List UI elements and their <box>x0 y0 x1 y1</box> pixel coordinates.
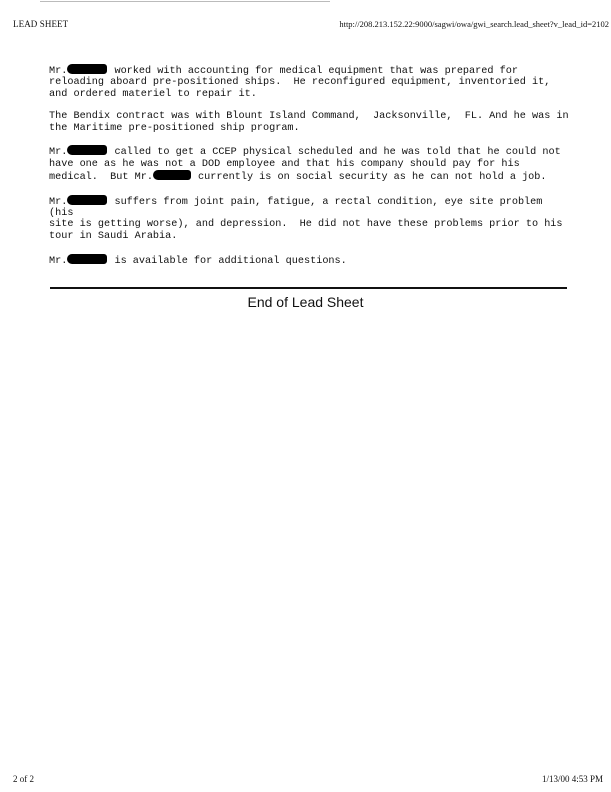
page-number: 2 of 2 <box>13 774 34 784</box>
text-segment: Mr. <box>49 147 68 159</box>
paragraph-symptoms <box>49 195 569 242</box>
lead-sheet-body <box>49 64 569 278</box>
document-title: LEAD SHEET <box>13 19 69 29</box>
source-url: http://208.213.152.22:9000/sagwi/owa/gwi_search.lead_sheet?v_lead_id=2102 <box>339 19 609 29</box>
paragraph-duties <box>49 64 569 100</box>
end-of-lead-sheet-heading: End of Lead Sheet <box>247 294 364 310</box>
paragraph-availability <box>49 254 569 267</box>
paragraph-physical <box>49 145 569 183</box>
text-segment: called to get a CCEP physical scheduled and he was told that he could not have one as he was not a DOD employee and that his company should pay for his medical. But Mr. <box>49 147 561 184</box>
redaction-mark <box>67 145 107 155</box>
text-segment: The Bendix contract was with Blount Island Command, Jacksonville, FL. And he was in the Maritime pre-positioned ship program. <box>49 111 569 134</box>
text-segment: currently is on social security as he can not hold a job. <box>191 172 547 184</box>
text-segment: worked with accounting for medical equipment that was prepared for reloading aboard pre-positioned ships. He reconfigured equipment, inventoried it, and ordered materiel to repair it. <box>49 66 551 100</box>
paragraph-contract <box>49 111 569 134</box>
text-segment: Mr. <box>49 196 68 208</box>
text-segment: Mr. <box>49 66 68 77</box>
end-divider <box>50 287 567 289</box>
text-segment: is available for additional questions. <box>108 255 347 267</box>
redaction-mark <box>67 64 107 74</box>
text-segment: suffers from joint pain, fatigue, a rectal condition, eye site problem (his site is getting worse), and depression. He did not have these problems prior to his tour in Saudi Arabia. <box>49 196 563 242</box>
header-rule <box>40 1 330 2</box>
text-segment: Mr. <box>49 255 68 267</box>
redaction-mark <box>153 170 191 180</box>
redaction-mark <box>67 254 107 264</box>
print-datetime: 1/13/00 4:53 PM <box>541 774 603 784</box>
redaction-mark <box>67 195 107 205</box>
